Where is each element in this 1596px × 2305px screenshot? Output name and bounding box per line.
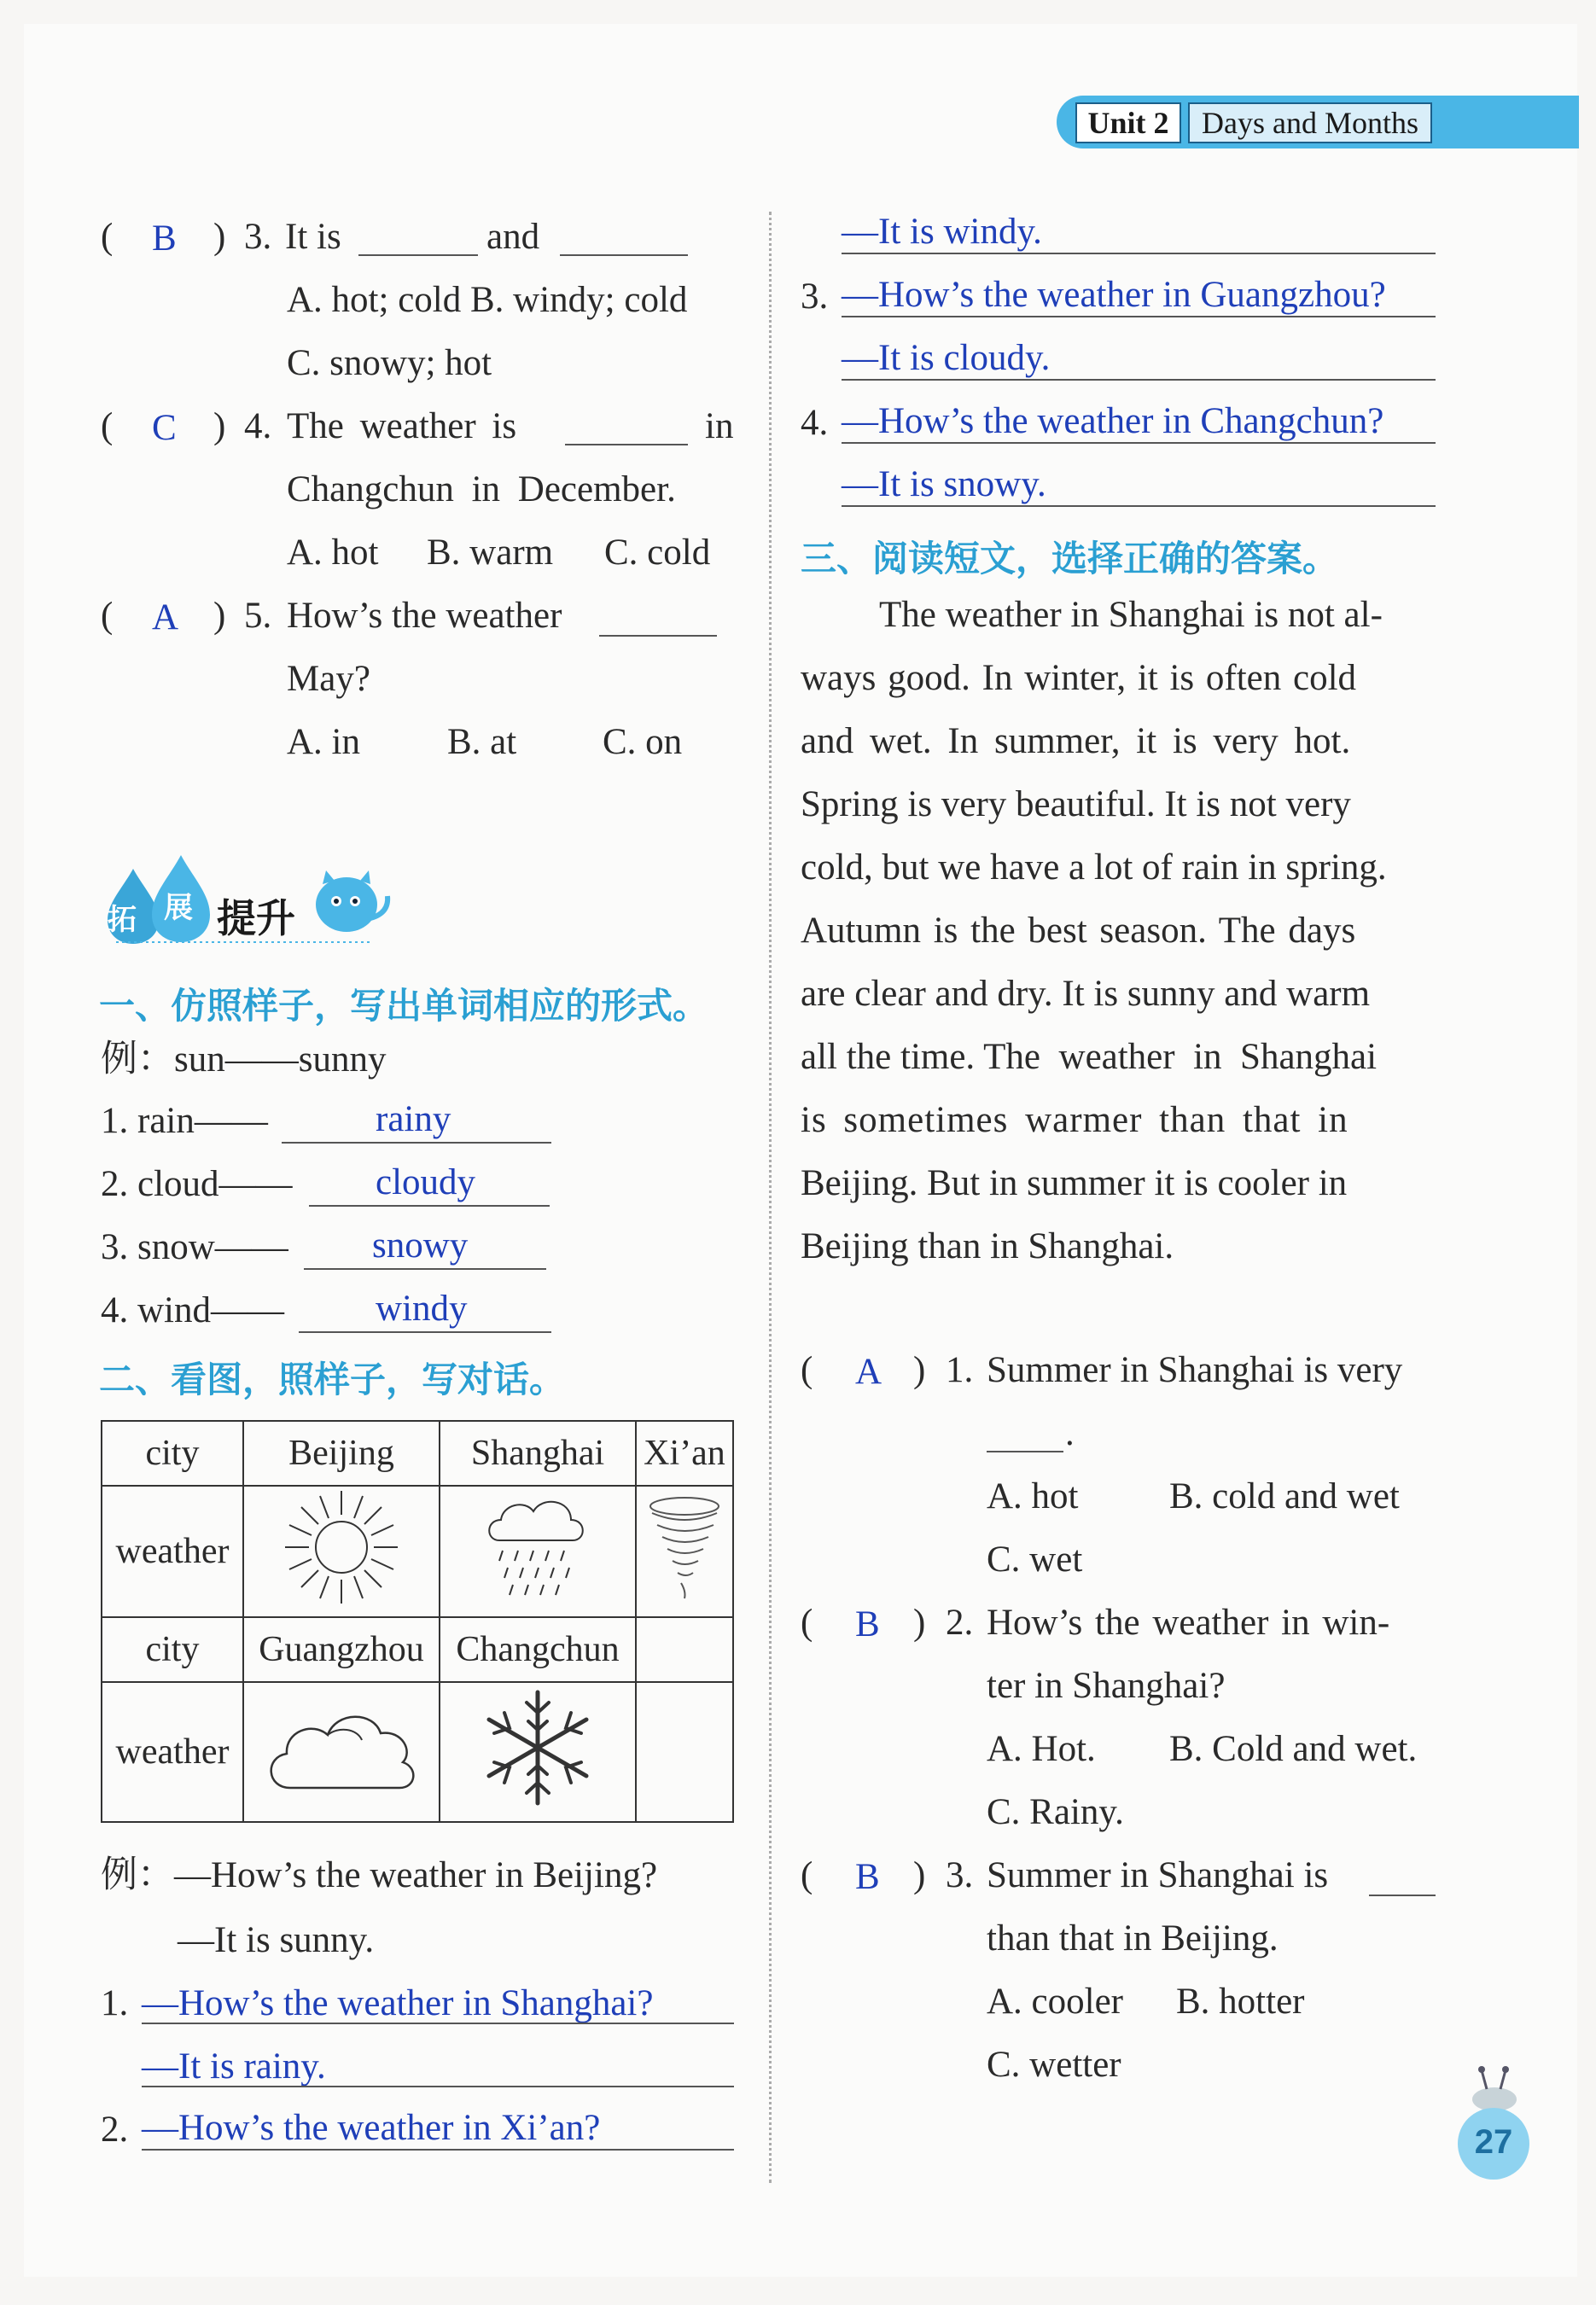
- paren-open: (: [801, 1350, 813, 1390]
- q4-stem: The weather is: [287, 406, 517, 446]
- r2-option-b: B. Cold and wet.: [1169, 1729, 1418, 1769]
- passage-line: Autumn is the best season. The days: [801, 911, 1356, 951]
- r2-stem-2: ter in Shanghai?: [987, 1666, 1226, 1706]
- q4-number: 4.: [244, 406, 272, 446]
- q4-blank: [565, 444, 688, 445]
- r2-stem: How’s the weather in win-: [987, 1603, 1390, 1643]
- dialog-answer: —It is snowy.: [842, 464, 1046, 504]
- r1-blank: [987, 1451, 1063, 1452]
- q3-blank-2: [560, 254, 688, 256]
- dialog-number: 4.: [801, 403, 829, 443]
- q3-stem: It is: [285, 217, 341, 257]
- word-item-answer: cloudy: [376, 1162, 476, 1202]
- q3-number: 3.: [244, 217, 272, 257]
- r2-option-c: C. Rainy.: [987, 1792, 1124, 1832]
- table-weather-cell: [243, 1682, 440, 1822]
- paren-close: ): [213, 406, 226, 446]
- r3-blank: [1369, 1895, 1436, 1896]
- r3-stem: Summer in Shanghai is: [987, 1855, 1329, 1895]
- r1-option-b: B. cold and wet: [1169, 1476, 1400, 1516]
- expand-char-2: 展: [164, 891, 193, 925]
- dialog-number: 2.: [101, 2110, 129, 2150]
- paren-open: (: [101, 406, 114, 446]
- tornado-icon: [642, 1487, 727, 1607]
- q3-options-1: A. hot; cold B. windy; cold: [287, 280, 688, 320]
- section1-example: 例：sun——sunny: [101, 1039, 387, 1080]
- table-city-cell: Beijing: [243, 1421, 440, 1486]
- r2-option-a: A. Hot.: [987, 1729, 1096, 1769]
- passage-line: ways good. In winter, it is often cold: [801, 658, 1357, 698]
- r1-number: 1.: [946, 1350, 974, 1390]
- rain-cloud-icon: [474, 1487, 602, 1607]
- dialog-line: [842, 442, 1436, 444]
- section1-heading: 一、仿照样子，写出单词相应的形式。: [99, 985, 709, 1027]
- paren-close: ): [213, 217, 226, 257]
- answer-r1: A: [855, 1352, 882, 1392]
- word-item-label: 3. snow——: [101, 1227, 288, 1267]
- table-city-cell: Changchun: [440, 1617, 636, 1682]
- word-item-label: 4. wind——: [101, 1290, 284, 1330]
- passage-line: Beijing than in Shanghai.: [801, 1226, 1174, 1266]
- passage-line: is sometimes warmer than that in: [801, 1100, 1348, 1140]
- cat-mascot-icon: [316, 870, 387, 932]
- q4-option-c: C. cold: [604, 533, 711, 573]
- word-item-blank: [309, 1205, 550, 1207]
- cloud-icon: [256, 1692, 427, 1803]
- passage-line: The weather in Shanghai is not al-: [879, 595, 1383, 635]
- passage-line: all the time. The weather in Shanghai: [801, 1037, 1378, 1077]
- page-number: 27: [1474, 2123, 1513, 2161]
- table-header-cell: city: [102, 1617, 243, 1682]
- table-weather-cell: [440, 1486, 636, 1617]
- q4-option-a: A. hot: [287, 533, 379, 573]
- table-header-cell: weather: [102, 1682, 243, 1822]
- passage-line: Spring is very beautiful. It is not very: [801, 784, 1351, 824]
- q5-stem: How’s the weather: [287, 596, 562, 636]
- table-city-cell: Xi’an: [636, 1421, 733, 1486]
- word-item-answer: windy: [376, 1289, 468, 1329]
- q4-in: in: [705, 406, 734, 446]
- answer-r2: B: [855, 1604, 880, 1644]
- r3-stem-2: than that in Beijing.: [987, 1918, 1279, 1959]
- dialog-question: —How’s the weather in Guangzhou?: [842, 275, 1386, 315]
- q5-option-c: C. on: [603, 722, 683, 762]
- q5-blank: [599, 635, 717, 637]
- word-item-answer: rainy: [376, 1099, 451, 1139]
- q3-blank-1: [358, 254, 478, 256]
- section2-heading: 二、看图，照样子，写对话。: [99, 1359, 566, 1400]
- weather-table: [101, 1420, 734, 1823]
- paren-close: ): [213, 596, 226, 636]
- answer-r3: B: [855, 1857, 880, 1897]
- paren-close: ): [913, 1350, 926, 1390]
- dialog-answer: —It is cloudy.: [842, 338, 1051, 378]
- answer-q3: B: [152, 218, 177, 259]
- paren-open: (: [101, 217, 114, 257]
- table-weather-cell: [636, 1486, 733, 1617]
- column-divider: [769, 212, 772, 2183]
- r1-stem: Summer in Shanghai is very: [987, 1350, 1403, 1390]
- q5-number: 5.: [244, 596, 272, 636]
- table-empty-cell: [636, 1682, 733, 1822]
- snowflake-icon: [474, 1684, 602, 1812]
- dialog-question: —How’s the weather in Shanghai?: [142, 1983, 654, 2023]
- dialog-line: [842, 379, 1436, 381]
- answer-q4: C: [152, 408, 177, 448]
- paren-open: (: [801, 1603, 813, 1643]
- dialog-line: [842, 316, 1436, 317]
- expand-char-1: 拓: [108, 903, 137, 937]
- word-item-blank: [282, 1142, 551, 1144]
- r2-number: 2.: [946, 1603, 974, 1643]
- r1-stem-2: .: [1065, 1413, 1075, 1453]
- paren-open: (: [101, 596, 114, 636]
- table-weather-cell: [440, 1682, 636, 1822]
- dialog-line: [142, 2149, 734, 2151]
- r3-option-a: A. cooler: [987, 1982, 1123, 2022]
- dialog-line: [142, 2086, 734, 2087]
- paren-close: ): [913, 1855, 926, 1895]
- improve-label: 提升: [217, 895, 295, 941]
- word-item-label: 1. rain——: [101, 1101, 268, 1141]
- passage-line: are clear and dry. It is sunny and warm: [801, 974, 1371, 1014]
- section2-example-q: 例：—How’s the weather in Beijing?: [101, 1855, 658, 1895]
- table-city-cell: [636, 1617, 733, 1682]
- table-city-cell: Guangzhou: [243, 1617, 440, 1682]
- q3-options-2: C. snowy; hot: [287, 343, 492, 383]
- word-item-label: 2. cloud——: [101, 1164, 293, 1204]
- r3-number: 3.: [946, 1855, 974, 1895]
- sun-icon: [277, 1487, 405, 1607]
- q5-option-a: A. in: [287, 722, 360, 762]
- r1-option-c: C. wet: [987, 1540, 1083, 1580]
- r3-option-c: C. wetter: [987, 2045, 1121, 2085]
- passage-line: Beijing. But in summer it is cooler in: [801, 1163, 1348, 1203]
- dialog-question: —How’s the weather in Xi’an?: [142, 2108, 601, 2148]
- q4-stem-2: Changchun in December.: [287, 469, 676, 509]
- dialog-question: —How’s the weather in Changchun?: [842, 401, 1384, 441]
- word-item-answer: snowy: [372, 1225, 469, 1266]
- dialog-number: 3.: [801, 276, 829, 317]
- answer-q5: A: [152, 597, 179, 637]
- passage-line: and wet. In summer, it is very hot.: [801, 721, 1351, 761]
- r3-option-b: B. hotter: [1176, 1982, 1305, 2022]
- word-item-blank: [304, 1268, 546, 1270]
- q4-option-b: B. warm: [427, 533, 554, 573]
- dialog-line: [142, 2023, 734, 2024]
- section2-example-a: —It is sunny.: [178, 1920, 375, 1960]
- dialog-number: 1.: [101, 1983, 129, 2023]
- table-weather-cell: [243, 1486, 440, 1617]
- dialog-line: [842, 505, 1436, 507]
- word-item-blank: [299, 1331, 551, 1333]
- passage-line: cold, but we have a lot of rain in spring.: [801, 847, 1387, 888]
- q5-option-b: B. at: [447, 722, 517, 762]
- table-header-cell: city: [102, 1421, 243, 1486]
- section3-heading: 三、阅读短文，选择正确的答案。: [801, 538, 1339, 579]
- unit-label: Unit 2: [1075, 102, 1181, 143]
- unit-title: Days and Months: [1188, 102, 1432, 143]
- table-header-cell: weather: [102, 1486, 243, 1617]
- dialog-answer: —It is rainy.: [142, 2046, 326, 2087]
- q3-and: and: [486, 217, 540, 257]
- paren-close: ): [913, 1603, 926, 1643]
- paren-open: (: [801, 1855, 813, 1895]
- q5-stem-2: May?: [287, 659, 370, 699]
- r1-option-a: A. hot: [987, 1476, 1079, 1516]
- dialog-line: [842, 253, 1436, 254]
- table-city-cell: Shanghai: [440, 1421, 636, 1486]
- dialog-answer: —It is windy.: [842, 212, 1042, 252]
